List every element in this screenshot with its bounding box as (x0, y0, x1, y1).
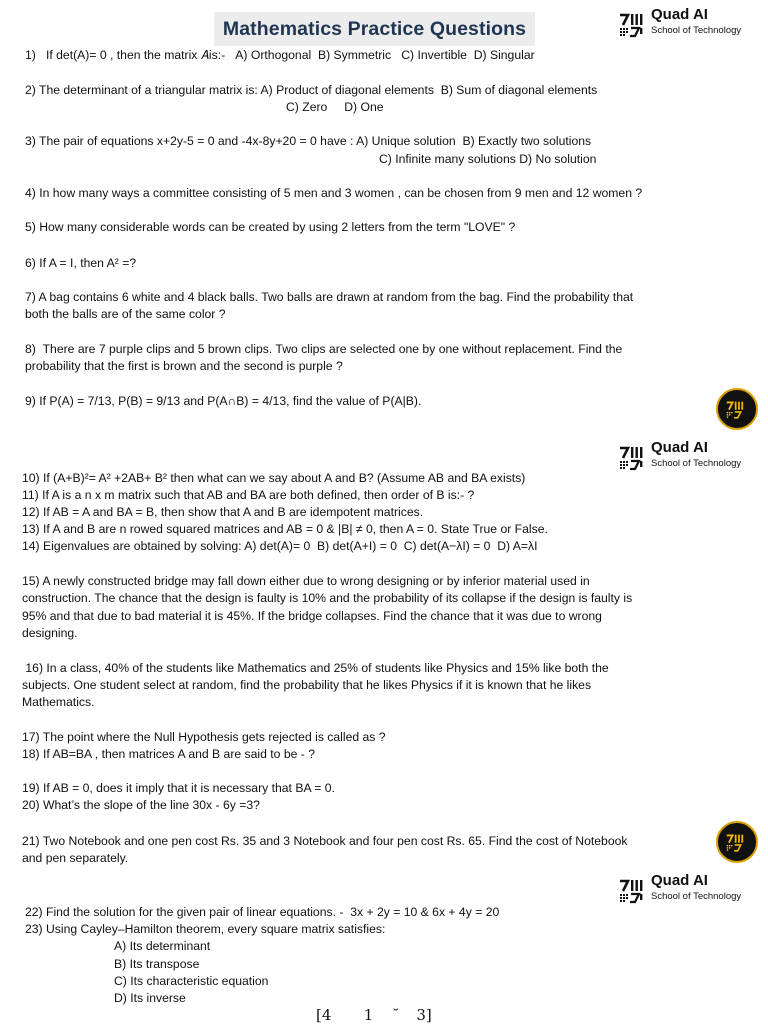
question-15-cont: construction. The chance that the design is faulty is 10% and the probability of its collapse if the design is faulty is (22, 591, 633, 605)
quad-ai-badge-icon (716, 388, 758, 430)
quad-ai-badge-icon (716, 821, 758, 863)
quad-ai-logo-icon (619, 9, 649, 39)
question-14: 14) Eigenvalues are obtained by solving: A) det(A)= 0 B) det(A+I) = 0 C) det(A−λI) = 0 D) A=λI (22, 539, 538, 553)
question-5: 5) How many considerable words can be created by using 2 letters from the term "LOVE" ? (25, 220, 516, 234)
question-8: 8) There are 7 purple clips and 5 brown clips. Two clips are selected one by one without replacement. Find the (25, 342, 623, 356)
brand-tagline: School of Technology (651, 458, 742, 469)
question-2-options: C) Zero D) One (286, 100, 384, 114)
brand-name: Quad AI (651, 439, 708, 456)
brand-logo (619, 872, 768, 905)
question-10: 10) If (A+B)²= A² +2AB+ B² then what can we say about A and B? (Assume AB and BA exists) (22, 471, 526, 485)
question-3-options: C) Infinite many solutions D) No solution (379, 152, 597, 166)
matrix-fragment: [4 1 ̆ 3] (316, 1006, 432, 1024)
question-11: 11) If A is a n x m matrix such that AB and BA are both defined, then order of B is:- ? (22, 488, 475, 502)
question-17: 17) The point where the Null Hypothesis gets rejected is called as ? (22, 730, 386, 744)
question-15: 15) A newly constructed bridge may fall down either due to wrong designing or by inferior material used in (22, 574, 590, 588)
question-12: 12) If AB = A and BA = B, then show that A and B are idempotent matrices. (22, 505, 424, 519)
brand-tagline: School of Technology (651, 25, 742, 36)
question-23-option-a: A) Its determinant (114, 939, 211, 953)
question-16-cont: subjects. One student select at random, find the probability that he likes Physics if it is known that he likes (22, 678, 592, 692)
quad-ai-logo-icon (619, 875, 649, 905)
question-8-cont: probability that the first is brown and the second is purple ? (25, 359, 343, 373)
brand-name: Quad AI (651, 6, 708, 23)
question-16-cont: Mathematics. (22, 695, 95, 709)
question-16: 16) In a class, 40% of the students like Mathematics and 25% of students like Physics and 15% like both the (22, 661, 609, 675)
question-19: 19) If AB = 0, does it imply that it is necessary that BA = 0. (22, 781, 335, 795)
question-9: 9) If P(A) = 7/13, P(B) = 9/13 and P(A∩B) = 4/13, find the value of P(A|B). (25, 394, 422, 408)
question-2: 2) The determinant of a triangular matrix is: A) Product of diagonal elements B) Sum of diagonal elements (25, 83, 598, 97)
question-21: 21) Two Notebook and one pen cost Rs. 35 and 3 Notebook and four pen cost Rs. 65. Find the cost of Notebook (22, 834, 628, 848)
brand-logo (619, 6, 768, 39)
question-23-option-b: B) Its transpose (114, 957, 200, 971)
question-23-option-d: D) Its inverse (114, 991, 186, 1005)
question-4: 4) In how many ways a committee consisting of 5 men and 3 women , can be chosen from 9 men and 12 women ? (25, 186, 643, 200)
question-6: 6) If A = I, then A² =? (25, 256, 137, 270)
question-13: 13) If A and B are n rowed squared matrices and AB = 0 & |B| ≠ 0, then A = 0. State True or False. (22, 522, 548, 536)
brand-logo (619, 439, 768, 472)
question-7: 7) A bag contains 6 white and 4 black balls. Two balls are drawn at random from the bag. Find the probability that (25, 290, 634, 304)
quad-ai-logo-icon (619, 442, 649, 472)
question-20: 20) What’s the slope of the line 30x - 6y =3? (22, 798, 260, 812)
question-21-cont: and pen separately. (22, 851, 129, 865)
question-23: 23) Using Cayley–Hamilton theorem, every square matrix satisfies: (25, 922, 386, 936)
question-18: 18) If AB=BA , then matrices A and B are said to be - ? (22, 747, 316, 761)
brand-tagline: School of Technology (651, 891, 742, 902)
question-1: 1) If det(A)= 0 , then the matrix 𝐴is:- A) Orthogonal B) Symmetric C) Invertible D) Singular (25, 48, 535, 62)
brand-name: Quad AI (651, 872, 708, 889)
question-23-option-c: C) Its characteristic equation (114, 974, 269, 988)
question-7-cont: both the balls are of the same color ? (25, 307, 226, 321)
question-15-cont: 95% and that due to bad material it is 45%. If the bridge collapses. Find the chance that it was due to wrong (22, 609, 602, 623)
page-title: Mathematics Practice Questions (214, 12, 535, 46)
question-15-cont: designing. (22, 626, 78, 640)
question-3: 3) The pair of equations x+2y-5 = 0 and -4x-8y+20 = 0 have : A) Unique solution B) Exactly two solutions (25, 134, 592, 148)
question-22: 22) Find the solution for the given pair of linear equations. - 3x + 2y = 10 & 6x + 4y = 20 (25, 905, 500, 919)
